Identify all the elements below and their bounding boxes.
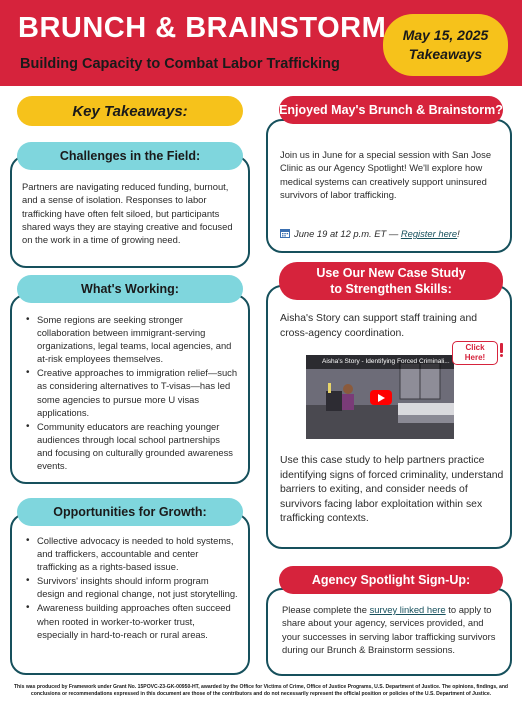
- challenges-heading: Challenges in the Field:: [17, 142, 243, 170]
- enjoyed-text: Join us in June for a special session with San Jose Clinic as our Agency Spotlight! We'll explore how medical systems can creatively support uninsured survivors of labor trafficking.: [280, 149, 492, 200]
- event-date: June 19 at 12 p.m. ET —: [294, 228, 399, 239]
- click-here-badge[interactable]: [452, 341, 498, 365]
- register-suffix: !: [457, 228, 460, 239]
- list-item: • Some regions are seeking stronger collaboration between immigrant-serving organizations, legal teams, local agencies, and at-risk employees themselves.: [26, 313, 238, 365]
- exclamation-icon: [500, 343, 503, 357]
- spotlight-text-before: Please complete the: [282, 604, 367, 615]
- spotlight-heading: Agency Spotlight Sign-Up:: [279, 566, 503, 594]
- video-title: Aisha's Story - Identifying Forced Criminali...: [306, 355, 454, 369]
- spotlight-text: [282, 603, 504, 656]
- case-study-heading-line2: to Strengthen Skills:: [330, 282, 452, 296]
- list-item: • Creative approaches to immigration relief—such as considering alternatives to T-visas—has led some agencies to pursue more U visas applications.: [26, 366, 238, 418]
- case-study-heading: [279, 262, 503, 300]
- date-badge: [383, 14, 508, 76]
- list-item: • Awareness building approaches often succeed when rooted in worker-to-worker trust, especially in hard-to-reach or rural areas.: [26, 601, 238, 640]
- video-player[interactable]: [306, 355, 454, 439]
- list-item: • Survivors' insights should inform program design and regional change, not just storytelling.: [26, 574, 238, 600]
- event-line: [280, 227, 502, 241]
- page-subtitle: Building Capacity to Combat Labor Trafficking: [20, 56, 340, 72]
- click-here-line2: Here!: [464, 353, 486, 362]
- list-item: • Collective advocacy is needed to hold systems, and traffickers, accountable and center trafficking as a rights-based issue.: [26, 534, 238, 573]
- survey-link[interactable]: survey linked here: [369, 604, 446, 615]
- register-link[interactable]: Register here: [400, 228, 458, 239]
- working-heading: What's Working:: [17, 275, 243, 303]
- growth-list: [26, 534, 238, 642]
- case-study-heading-line1: Use Our New Case Study: [316, 266, 466, 280]
- key-takeaways-heading: Key Takeaways:: [17, 96, 243, 126]
- page-title: BRUNCH & BRAINSTORM: [18, 12, 387, 44]
- play-icon[interactable]: [370, 390, 392, 405]
- calendar-icon: [280, 228, 290, 241]
- spotlight-text-after: to apply to share about your agency, services provided, and your successes in serving labor trafficking survivors during our Brunch & Brainstorm sessions.: [282, 604, 496, 655]
- date-text: May 15, 2025: [402, 27, 489, 43]
- case-study-body: Use this case study to help partners practice identifying signs of forced criminality, understand barriers to exiting, and consider needs of survivors facing labor exploitation within sex trafficking contexts.: [280, 455, 504, 525]
- enjoyed-heading: Enjoyed May's Brunch & Brainstorm?: [279, 96, 503, 124]
- growth-heading: Opportunities for Growth:: [17, 498, 243, 526]
- working-list: [26, 313, 238, 473]
- header-banner: [0, 0, 522, 86]
- case-study-intro: Aisha's Story can support staff training and cross-agency coordination.: [280, 313, 478, 339]
- challenges-text: Partners are navigating reduced funding, burnout, and a sense of isolation. Responses to labor trafficking have often felt siloed, but participants shared ways they are staying creative and focused on the work in a time of growing need.: [22, 181, 233, 246]
- takeaways-text: Takeaways: [408, 46, 483, 62]
- footer-disclaimer: This was produced by Framework under Grant No. 15POVC-23-GK-00950-HT, awarded by the Office for Victims of Crime, Office of Justice Programs, U.S. Department of Justice. The opinions, findings, and conclusions or recommendations expressed in this document are those of the contributors and do not necessarily represent the official position or policies of the U.S. Department of Justice.: [13, 684, 509, 697]
- click-here-line1: Click: [465, 343, 485, 352]
- list-item: • Community educators are reaching younger audiences through local school partnerships and focusing on culturally grounded awareness events.: [26, 420, 238, 472]
